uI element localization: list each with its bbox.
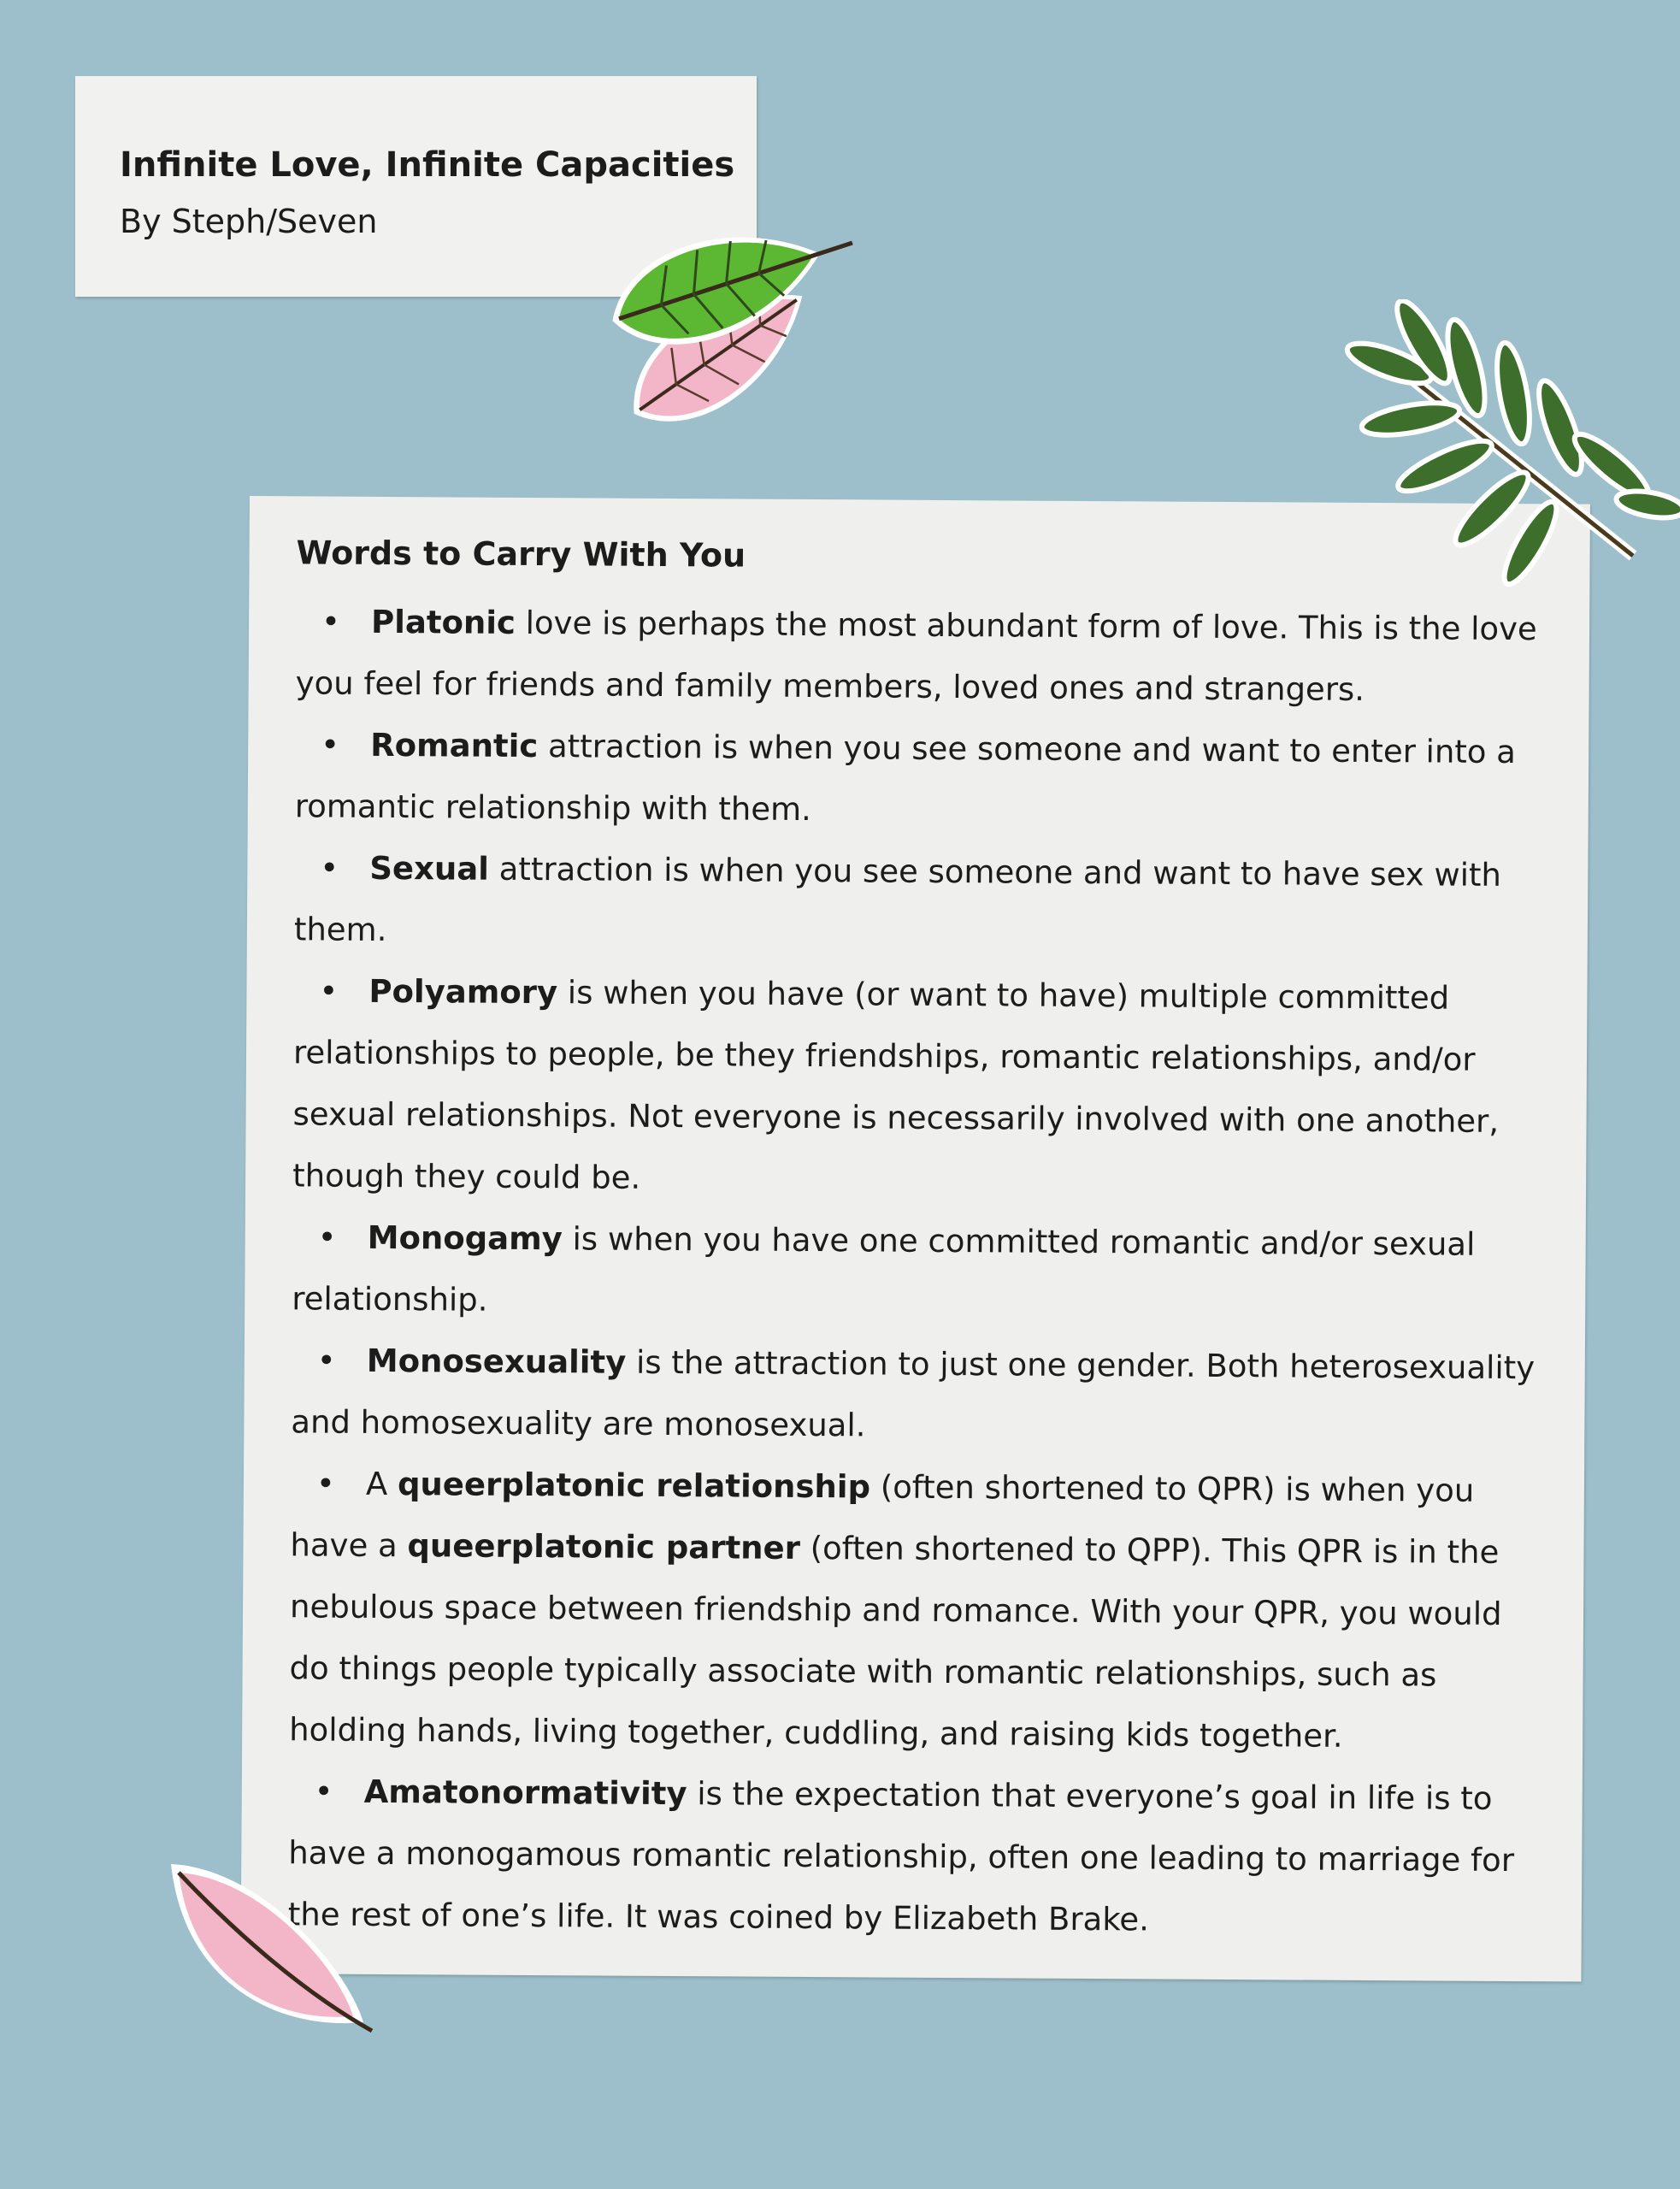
pink-leaf-icon [158, 1856, 380, 2044]
glossary-item: • A queerplatonic relationship (often shortened to QPR) is when you have a queerplatonic partner (often shortened to QPP). This QPR is in the nebulous space between friendship and romance. With your QPR, you would do things people typically associate with romantic relationships, such as holding hands, living together, cuddling, and raising kids together. [289, 1454, 1550, 1769]
glossary-card [240, 496, 1590, 1982]
glossary-term: Platonic [370, 604, 516, 642]
fern-sprig-icon [1342, 299, 1680, 590]
bullet-icon: • [321, 603, 341, 641]
bullet-icon: • [319, 972, 339, 1011]
glossary-item: • Platonic love is perhaps the most abundant form of love. This is the love you feel for friends and family members, loved ones and strangers. [295, 592, 1555, 723]
glossary-term: queerplatonic relationship [397, 1466, 871, 1506]
bullet-icon: • [317, 1218, 337, 1257]
bullet-icon: • [315, 1465, 335, 1503]
glossary-term: Romantic [370, 727, 539, 765]
glossary-item: • Romantic attraction is when you see someone and want to enter into a romantic relationship with them. [295, 715, 1555, 846]
glossary-item: • Monosexuality is the attraction to just one gender. Both heterosexuality and homosexuality are monosexual. [291, 1331, 1551, 1461]
glossary-term: Monogamy [367, 1219, 563, 1258]
glossary-term: Monosexuality [366, 1342, 627, 1382]
glossary-heading: Words to Carry With You [296, 534, 746, 575]
bullet-icon: • [316, 1342, 336, 1380]
glossary-term: Sexual [369, 850, 490, 888]
glossary-list [288, 592, 1556, 1954]
bullet-icon: • [320, 849, 339, 888]
glossary-item: • Sexual attraction is when you see someone and want to have sex with them. [294, 838, 1554, 969]
bullet-icon: • [321, 726, 340, 764]
glossary-item: • Polyamory is when you have (or want to have) multiple committed relationships to people, be they friendships, romantic relationships, and/or sexual relationships. Not everyone is necessarily involved with one another, though they could be. [292, 961, 1553, 1215]
glossary-term: queerplatonic partner [407, 1527, 801, 1567]
glossary-item: • Monogamy is when you have one committed romantic and/or sexual relationship. [292, 1207, 1552, 1338]
glossary-term: Polyamory [368, 973, 558, 1012]
byline: By Steph/Seven [120, 203, 378, 240]
glossary-term: Amatonormativity [363, 1773, 687, 1813]
bullet-icon: • [314, 1773, 333, 1811]
glossary-item: • Amatonormativity is the expectation that everyone’s goal in life is to have a monogamous romantic relationship, often one leading to marriage for the rest of one’s life. It was coined by Elizabeth Brake. [288, 1761, 1548, 1954]
green-pink-leaf-icon [590, 197, 881, 453]
page-title: Infinite Love, Infinite Capacities [120, 145, 735, 185]
